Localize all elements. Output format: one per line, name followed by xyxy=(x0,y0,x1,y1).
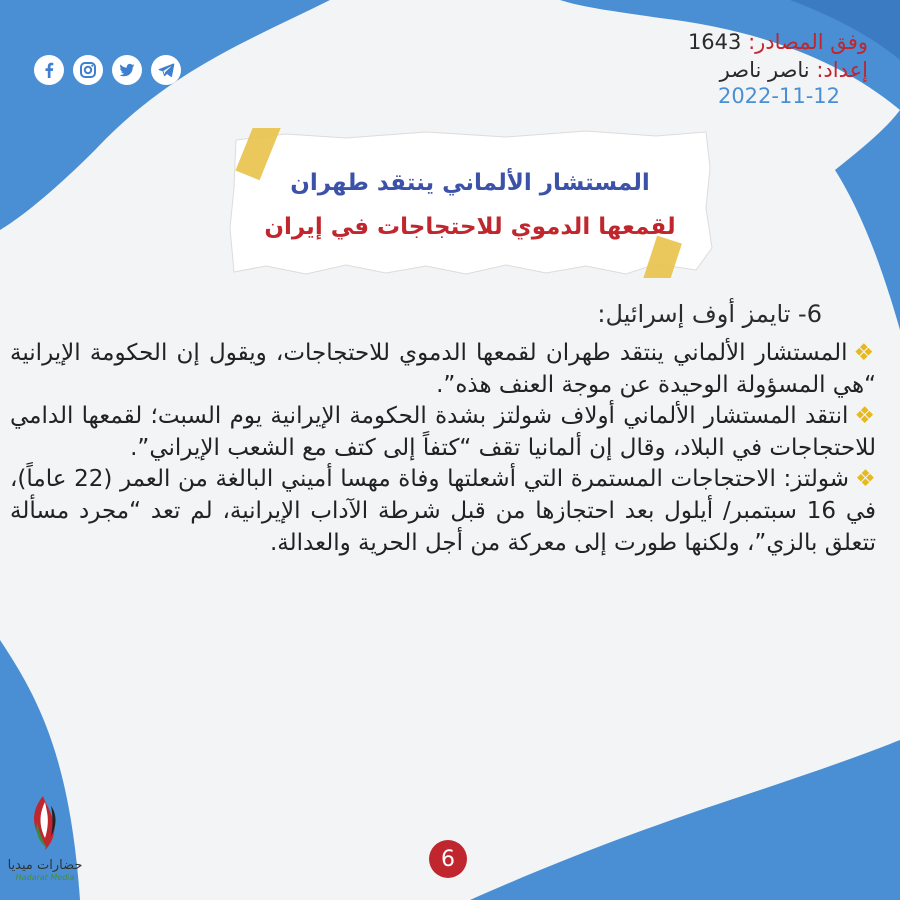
logo-mark-icon xyxy=(25,792,65,852)
headline-card xyxy=(226,128,714,278)
paragraph: ❖المستشار الألماني ينتقد طهران لقمعها الدموي للاحتجاجات، ويقول إن الحكومة الإيرانية “هي المسؤولة الوحيدة عن موجة العنف هذه”. xyxy=(10,340,876,398)
bullet-icon: ❖ xyxy=(855,466,876,493)
source-label: وفق المصادر: xyxy=(748,30,868,54)
twitter-icon[interactable] xyxy=(112,55,142,85)
paragraph: ❖شولتز: الاحتجاجات المستمرة التي أشعلتها وفاة مهسا أميني البالغة من العمر (22 عاماً)، في 16 سبتمبر/ أيلول بعد احتجازها من قبل شرطة الآداب الإيرانية، لم تعد “مجرد مسألة تتعلق بالزي”، ولكنها طورت إلى معركة من أجل الحرية والعدالة. xyxy=(10,466,876,556)
headline-line1: المستشار الألماني ينتقد طهران xyxy=(290,170,650,196)
brand-logo xyxy=(4,792,86,882)
prepared-label: إعداد: xyxy=(816,58,868,82)
paragraph: ❖انتقد المستشار الألماني أولاف شولتز بشدة الحكومة الإيرانية يوم السبت؛ لقمعها الدامي للاحتجاجات في البلاد، وقال إن ألمانيا تقف “كتفاً إلى كتف مع الشعب الإيراني”. xyxy=(10,403,876,461)
brand-name-ar: حضارات ميديا xyxy=(7,858,83,873)
publish-date: 2022-11-12 xyxy=(717,84,840,108)
source-subheading: 6- تايمز أوف إسرائيل: xyxy=(597,300,822,328)
bullet-icon: ❖ xyxy=(854,403,876,430)
headline-line2: لقمعها الدموي للاحتجاجات في إيران xyxy=(264,214,676,240)
brand-name-en: Hadarat Media xyxy=(15,873,75,882)
torn-paper xyxy=(226,128,714,278)
meta-info xyxy=(688,28,868,108)
page-number-badge: 6 xyxy=(429,840,467,878)
source-value: 1643 xyxy=(687,30,742,54)
prepared-value: ناصر ناصر xyxy=(719,58,810,82)
prepared-row xyxy=(688,56,868,84)
telegram-icon[interactable] xyxy=(151,55,181,85)
instagram-icon[interactable] xyxy=(73,55,103,85)
bullet-icon: ❖ xyxy=(853,340,876,366)
facebook-icon[interactable] xyxy=(34,55,64,85)
article-body xyxy=(10,338,876,559)
source-row xyxy=(688,28,868,56)
social-links xyxy=(34,55,181,85)
